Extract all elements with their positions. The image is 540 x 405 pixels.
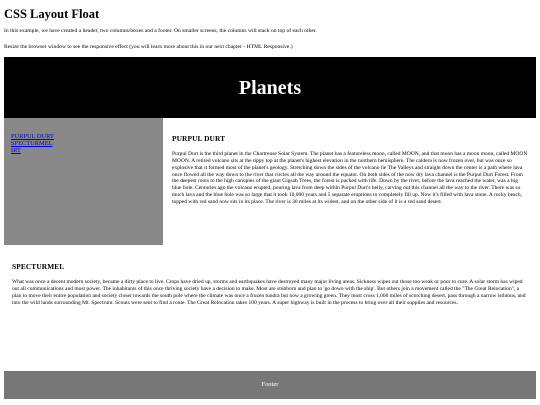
resize-note: Resize the browser window to see the responsive effect (you will learn more about this in our next chapter - HTML Responsive.)	[4, 44, 293, 50]
menu-link-irt[interactable]: IRT	[11, 147, 21, 155]
footer	[4, 371, 536, 399]
page-title: CSS Layout Float	[4, 7, 100, 21]
specturmel-section	[4, 245, 536, 371]
sidebar-menu	[4, 118, 163, 245]
article-body: Purpul Durt is the third planet in the Chartreuse Solar System. The planet has a featureless moon, called MOON, and that moon has a moon moon, called MOON MOON. A retired volcano sits at the tippy top at the planet's highest elevation in the northern hemisphere. The caldera is now frozen over, but was once so explosive that it formed most of the planet's geology. Stretching down the sides of the volcano lie The Valleys and straight down the center is a path where lava once flowed all the way down to the river that circles all the way around the equator. On both sides of the now dry lava channel is the Purpul Durt Forest. From the deepest roots to the high canopies of the giant Gigsab Trees, the forest is packed with life. Down by the river, before the lava reached the water, was a big blue hole. Centuries ago the volcano erupted, pouring lava from deep within Purpul Durt's belly, carving out this channel all the way to the river. There was so much lava and the blue hole was so large that it took 10,000 years and 5 separate eruptions to completely fill up. Now it's filled with lava stone. A rocky beach, topped with red sand now sits in its place. The river is 30 miles at its widest, and on the other side of it is a red sand desert.	[172, 151, 528, 205]
menu-link-purpul-durt[interactable]: PURPUL DURT	[11, 133, 54, 140]
section-heading: SPECTURMEL	[12, 262, 65, 271]
article-content	[163, 118, 536, 245]
article-heading: PURPUL DURT	[172, 134, 226, 143]
planets-header	[4, 57, 536, 118]
menu-link-specturmel[interactable]: SPECTURMEL	[11, 140, 53, 148]
section-body: What was once a decent modern society, became a dirty place to live. Crops have dried up, storms and earthquakes have destroyed many major living areas. Sickness wipes out those too weak or poor to cure. A solar storm has wiped out all communications and most power. The inhabitants of this once thriving society have a decision to make. Most are stubborn and plan to 'go down with the ship'. But others join a movement called the "The Great Relocation", a plan to move their entire population and society closer towards the south pole where the climate was once a frozen tundra but now a growing green. They must cross 1,000 miles of scorching desert, pass through a narrow isthmus, and into the wild lands surrounding Mt. Spectrum. Scouts were sent to find a route. The Great Relocation takes 100 years. A super highway is built in the process to bring over all their supplies and resources.	[12, 279, 526, 306]
header-title: Planets	[238, 76, 302, 99]
footer-text: Footer	[261, 381, 279, 388]
intro-paragraph: In this example, we have created a header, two columns/boxes and a footer. On smaller screens, the columns will stack on top of each other.	[4, 28, 317, 34]
